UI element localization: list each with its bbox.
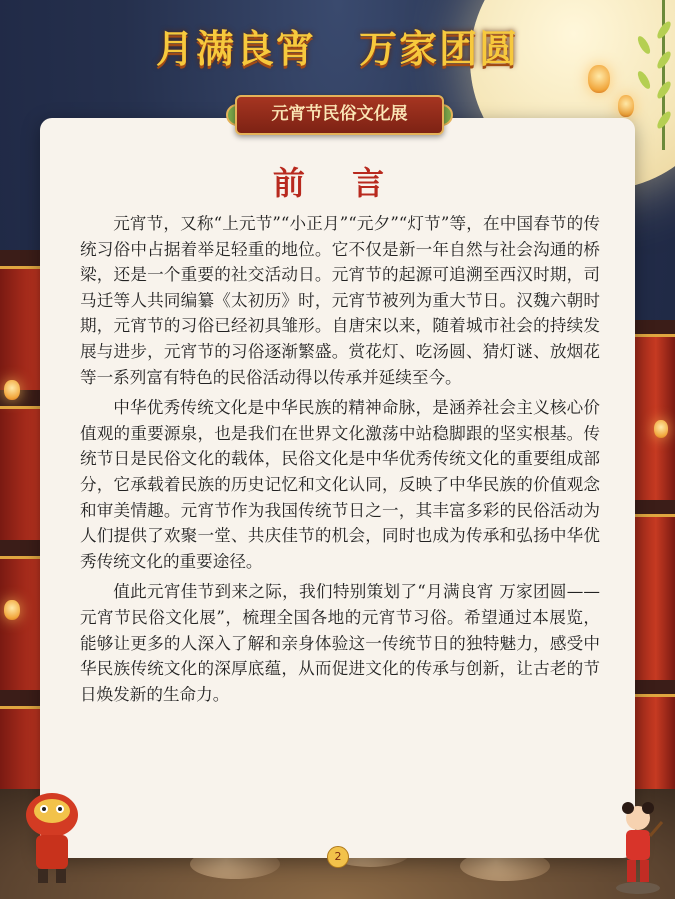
title-left: 月满良宵 (155, 27, 316, 71)
lantern-icon (654, 420, 668, 438)
exhibition-banner: 元宵节民俗文化展 (235, 95, 444, 135)
child-with-drumstick-icon (612, 800, 664, 895)
paragraph-3: 值此元宵佳节到来之际，我们特别策划了“月满良宵 万家团圆——元宵节民俗文化展”，梳理全国各地的元宵节习俗。希望通过本展览，能够让更多的人深入了解和亲身体验这一传统节日的独特魅力，感受中华民族传统文化的深厚底蕴，从而促进文化的传承与创新，让古老的节日焕发新的生命力。 (80, 582, 600, 704)
poster-title (0, 18, 675, 88)
preface-body (80, 211, 600, 712)
lantern-icon (618, 95, 634, 117)
lantern-icon (4, 600, 20, 620)
page-heading: 前 言 (272, 164, 403, 202)
title-right: 万家团圆 (359, 27, 520, 71)
page-number: 2 (327, 846, 349, 868)
paragraph-2: 中华优秀传统文化是中华民族的精神命脉，是涵养社会主义核心价值观的重要源泉，也是我们在世界文化激荡中站稳脚跟的坚实根基。传统节日是民俗文化的载体，民俗文化是中华优秀传统文化的重要组成部分，它承载着民族的历史记忆和文化认同，反映了中华民族的价值观念和审美情趣。元宵节作为我国传统节日之一，其丰富多彩的民俗活动为人们提供了欢聚一堂、共庆佳节的机会，同时也成为传承和弘扬中华优秀传统文化的重要途径。 (80, 398, 600, 571)
paragraph-1: 元宵节，又称“上元节”“小正月”“元夕”“灯节”等，在中国春节的传统习俗中占据着举足轻重的地位。它不仅是新一年自然与社会沟通的桥梁，还是一个重要的社交活动日。元宵节的起源可追溯至西汉时期，司马迁等人共同编纂《太初历》时，元宵节被列为重大节日。汉魏六朝时期，元宵节的习俗已经初具雏形。自唐宋以来，随着城市社会的持续发展与进步，元宵节的习俗逐渐繁盛。赏花灯、吃汤圆、猜灯谜、放烟花等一系列富有特色的民俗活动得以传承并延续至今。 (80, 214, 600, 387)
lantern-icon (4, 380, 20, 400)
lion-dance-figure-icon (22, 785, 82, 885)
